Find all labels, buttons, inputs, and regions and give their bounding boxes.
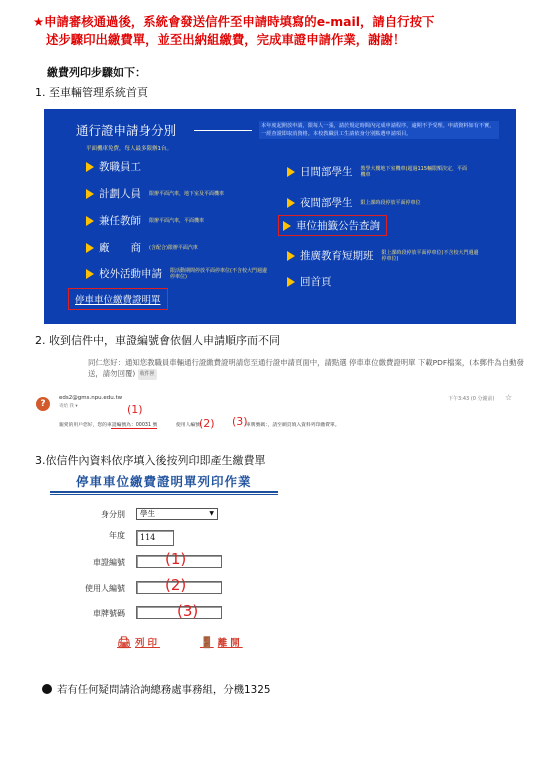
fee-note: 平面機車免費，每人最多限辦1台。 [86, 146, 173, 152]
menu-label: 教職員工 [99, 161, 141, 173]
contact-text: 若有任何疑問請洽詢總務處事務組，分機1325 [57, 684, 271, 696]
contact-note [42, 681, 270, 696]
step-2-title: 2. 收到信件中，車證編號會依個人申請順序而不同 [35, 334, 280, 347]
annotation-1: (1) [127, 403, 143, 416]
arrow-icon [287, 167, 295, 177]
underline-mark [111, 428, 157, 429]
menu-item-adjunct[interactable] [86, 213, 204, 228]
arrow-icon [287, 251, 295, 261]
panel-title-rule [194, 130, 252, 131]
panel-title: 通行證申請身分別 [76, 123, 177, 138]
identity-label: 身分別 [101, 510, 125, 519]
email-date: 下午3:43 (0 分鐘前) [448, 396, 495, 402]
arrow-icon [86, 243, 94, 253]
inbox-tag[interactable]: 收件匣 [138, 369, 157, 380]
sender-address: eds2@gms.npu.edu.tw [59, 395, 123, 401]
menu-label: 兼任教師 [99, 215, 141, 227]
menu-item-activity[interactable] [86, 266, 270, 281]
menu-label: 校外活動申請 [99, 268, 162, 280]
identity-value: 學生 [140, 509, 155, 518]
notice-line-1: ★申請審核通過後，系統會發送信件至申請時填寫的e-mail，請自行按下 [33, 14, 435, 29]
annotation-3: (3) [232, 415, 248, 428]
menu-item-parking-lottery[interactable] [278, 215, 387, 236]
user-no-label: 使用人編號 [85, 584, 125, 593]
menu-sub: (含配合)限辦平面汽車 [149, 244, 198, 251]
menu-label: 計劃人員 [99, 188, 141, 200]
menu-item-project-staff[interactable] [86, 186, 224, 201]
field-number-3: (3) [177, 602, 199, 620]
payslip-link[interactable]: 停車車位繳費證明單 [68, 288, 168, 310]
notice-line-2: 述步驟印出繳費單，並至出納組繳費，完成車證申請作業，謝謝！ [46, 32, 406, 47]
menu-item-night-student[interactable] [287, 195, 421, 210]
menu-label: 廠 商 [99, 242, 141, 254]
menu-label: 夜間部學生 [300, 197, 353, 209]
print-button[interactable] [117, 635, 160, 649]
panel-notice: 本年度起開放申請，限每人一張，請於規定時間內完成申請程序，逾期不予受理。申請資料如有不實，一經查證即取消資格。本校教職員工生請依身分別點選申請項目。 [259, 121, 499, 139]
menu-label: 回首頁 [300, 276, 332, 288]
star-icon[interactable]: ☆ [505, 393, 513, 402]
annotation-2: (2) [199, 417, 215, 430]
arrow-icon [86, 162, 94, 172]
print-label: 列印 [134, 638, 160, 649]
vehicle-system-panel [44, 109, 516, 324]
menu-sub: 限辦平面汽車，地下室及平面機車 [149, 190, 225, 197]
sender-recipient[interactable]: 寄給 我 ▾ [59, 404, 78, 409]
email-message [88, 357, 528, 380]
field-number-2: (2) [165, 576, 187, 594]
menu-item-home[interactable] [287, 274, 332, 289]
form-title: 停車車位繳費證明單列印作業 [76, 474, 252, 489]
sender-avatar-icon: ? [36, 397, 50, 411]
arrow-icon [86, 216, 94, 226]
arrow-icon [86, 189, 94, 199]
menu-item-extension-class[interactable] [287, 248, 482, 263]
leave-button[interactable] [200, 635, 243, 649]
leave-label: 離開 [217, 638, 243, 649]
menu-sub: 教學大樓地下室機車(超過115輛限額決定，平面機車 [360, 165, 467, 178]
year-input[interactable]: 114 [136, 530, 174, 546]
menu-sub: 限辦平面汽車，平面機車 [149, 217, 205, 224]
email-message-text: 同仁您好：通知您教職員車輛通行證繳費證明請您至通行證申請頁面中，請點選 停車車位繳費證明單 下載PDF檔案，(本郵件為自動發送，請勿回覆) [88, 358, 524, 378]
email-body-part-2: 使用人編號： [176, 423, 205, 428]
steps-heading: 繳費列印步驟如下： [47, 66, 146, 79]
arrow-icon [287, 198, 295, 208]
identity-select[interactable] [136, 508, 218, 520]
arrow-icon [287, 277, 295, 287]
arrow-icon [86, 269, 94, 279]
email-body-part-3: 車牌號碼：，請至網頁填入資料列印繳費單。 [246, 423, 340, 428]
form-title-rule-2 [50, 494, 278, 495]
menu-label: 日間部學生 [300, 166, 353, 178]
menu-label: 推廣教育短期班 [300, 250, 374, 262]
menu-label: 車位抽籤公告查詢 [296, 220, 380, 232]
menu-sub: 限上課時段停放平面停車位(不含校大門週邊停車位) [381, 249, 479, 262]
step-1-title: 1. 至車輛管理系統首頁 [35, 86, 148, 99]
printer-icon: 🖨 [117, 635, 131, 649]
arrow-icon [283, 221, 291, 231]
notice-text [33, 13, 523, 49]
door-icon: 🚪 [200, 635, 214, 649]
menu-sub: 限活動期間停放平面停車位(不含校大門週邊停車位) [170, 267, 267, 280]
form-title-rule [50, 491, 278, 493]
email-body-part-1: 親愛的用戶您好，您的車證編號為：00031 號 [59, 423, 158, 428]
menu-item-vendor[interactable] [86, 240, 198, 255]
field-number-1: (1) [165, 550, 187, 568]
menu-item-faculty[interactable] [86, 159, 141, 174]
menu-item-day-student[interactable] [287, 164, 471, 179]
step-3-title: 3.依信件內資料依序填入後按列印即產生繳費單 [35, 454, 266, 467]
menu-sub: 限上課時段停放平面停車位 [360, 199, 421, 206]
plate-label: 車牌號碼 [93, 609, 125, 618]
year-label: 年度 [109, 531, 125, 540]
chevron-down-icon: ▼ [209, 510, 214, 517]
bullet-icon [42, 684, 52, 694]
permit-no-label: 車證編號 [93, 558, 125, 567]
